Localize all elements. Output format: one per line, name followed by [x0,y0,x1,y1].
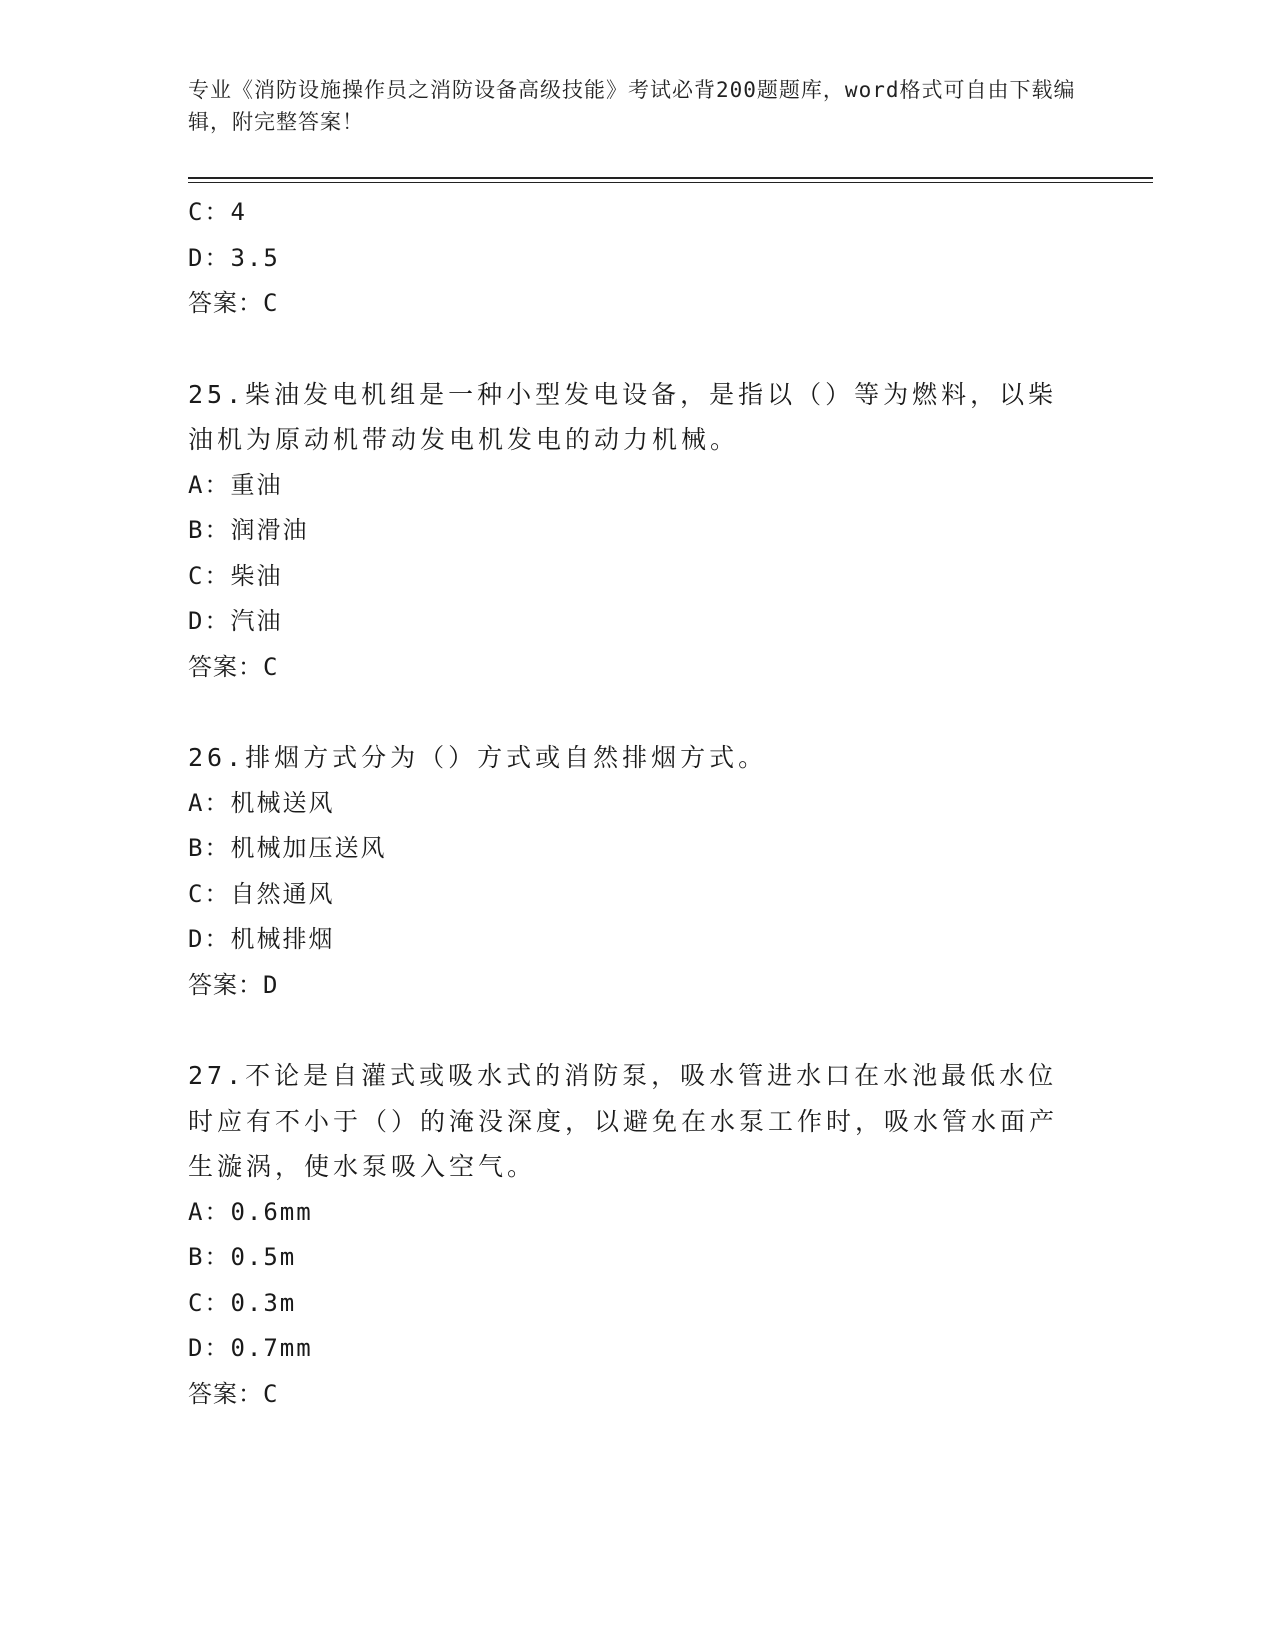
option-label: A： [188,470,231,499]
option-text: 0.3m [230,1288,297,1317]
question-block-27 [188,1053,1088,1417]
option-d [188,599,1088,645]
option-text: 机械送风 [230,788,335,817]
option-label: B： [188,1243,231,1271]
question-stem: 27.不论是自灌式或吸水式的消防泵，吸水管进水口在水池最低水位时应有不小于（）的淹没深度，以避免在水泵工作时，吸水管水面产生漩涡，使水泵吸入空气。 [188,1061,1059,1181]
question-block-26 [188,735,1088,1008]
option-a [188,463,1088,509]
option-label: B： [188,516,231,544]
option-label: D： [188,1334,231,1362]
option-d [188,236,1088,282]
carryover-block [188,190,1088,327]
question-content [188,190,1088,1417]
option-text: 自然通风 [230,879,335,908]
spacer [188,1008,1088,1053]
option-label: B： [188,834,231,862]
option-text: 机械加压送风 [230,834,387,862]
option-d [188,917,1088,963]
option-label: A： [188,1197,231,1226]
option-label: D： [188,925,231,953]
option-c [188,872,1088,918]
option-label: D： [188,607,231,635]
header-rule-thin [188,182,1153,183]
option-label: C： [188,1288,231,1317]
option-label: A： [188,788,231,817]
spacer [188,690,1088,735]
document-header: 专业《消防设施操作员之消防设备高级技能》考试必背200题题库，word格式可自由下载编辑，附完整答案！ [188,78,1076,134]
option-label: C： [188,198,231,226]
option-c [188,1281,1088,1327]
option-a [188,1190,1088,1236]
header-rule-thick [188,177,1153,179]
option-text: 0.6mm [230,1197,313,1226]
option-text: 润滑油 [230,516,309,544]
option-c [188,190,1088,236]
answer-line: 答案：C [188,289,279,317]
question-stem: 26.排烟方式分为（）方式或自然排烟方式。 [188,743,768,772]
option-b [188,826,1088,872]
option-b [188,508,1088,554]
spacer [188,327,1088,372]
answer-line: 答案：C [188,652,279,681]
option-label: C： [188,561,231,590]
question-stem: 25.柴油发电机组是一种小型发电设备，是指以（）等为燃料，以柴油机为原动机带动发电机发电的动力机械。 [188,379,1058,454]
option-text: 柴油 [230,561,283,590]
option-label: D： [188,243,231,272]
option-d [188,1326,1088,1372]
answer-line: 答案：D [188,970,279,999]
option-text: 3.5 [230,243,280,272]
question-block-25 [188,372,1088,691]
option-text: 0.7mm [230,1334,313,1362]
option-c [188,554,1088,600]
answer-line: 答案：C [188,1379,279,1408]
option-b [188,1235,1088,1281]
option-a [188,781,1088,827]
option-text: 4 [230,198,247,226]
option-text: 机械排烟 [230,925,335,953]
option-text: 汽油 [230,607,283,635]
option-label: C： [188,879,231,908]
option-text: 0.5m [230,1243,297,1271]
option-text: 重油 [230,470,283,499]
